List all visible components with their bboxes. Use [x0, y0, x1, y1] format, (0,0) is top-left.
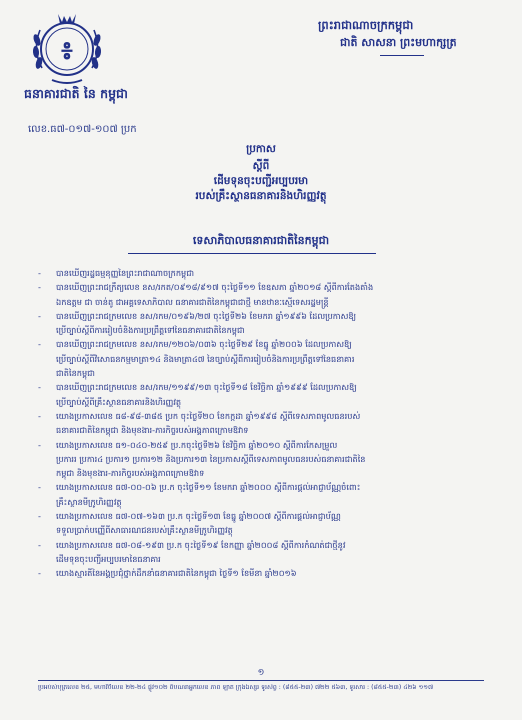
bullet-dash: -	[38, 382, 41, 393]
title-on: ស្តីពី	[252, 160, 270, 172]
document-type: ប្រកាស	[246, 143, 276, 155]
bank-emblem-icon	[28, 10, 106, 88]
bullet-dash: -	[38, 539, 41, 550]
list-item: - យោងស្មារតីនៃអង្គប្រជុំថ្នាក់ដឹកនាំធនាគារជាតិនៃកម្ពុជា ថ្ងៃទី១ ខែមីនា ឆ្នាំ២០១៦	[38, 566, 486, 580]
list-item: - យោងប្រកាសលេខ ធ៧-០៨-១៩៣ ប្រ.ក ចុះថ្ងៃទី១៩ ខែកញ្ញា ឆ្នាំ២០០៨ ស្តីពីការកំណត់ជាថ្មីនូវ ដើមទុនចុះបញ្ជីអប្បបរមានៃធនាគារ	[38, 539, 346, 564]
list-item: - បានឃើញរដ្ឋធម្មនុញ្ញនៃព្រះរាជាណាចក្រកម្ពុជា	[38, 266, 486, 280]
list-item: - យោងប្រកាសលេខ ធ៨-៩៨-៣៨៥ ប្រក ចុះថ្ងៃទី២០ ខែកក្កដា ឆ្នាំ១៩៩៨ ស្តីពីទេសភាពមូលធនរបស់ ធនាគារជាតិនៃកម្ពុជា និងមុខងារ-ភារកិច្ចរបស់អង្គភាពក្រោមឱវាទ	[38, 410, 361, 436]
subject-line-2: របស់គ្រឹះស្ថានធនាគារនិងហិរញ្ញវត្ថុ	[195, 190, 327, 202]
bullet-dash: -	[38, 310, 41, 321]
governor-title: ទេសាភិបាលធនាគារជាតិនៃកម្ពុជា	[192, 234, 330, 247]
list-item: - យោងប្រកាសលេខ ធ៧-០០-០៦ ប្រ.ក ចុះថ្ងៃទី១១ ខែមករា ឆ្នាំ២០០០ ស្តីពីការផ្តល់អាជ្ញាប័ណ្ណចំពោះ គ្រឹះស្ថានមីក្រូហិរញ្ញវត្ថុ	[38, 482, 361, 507]
footer-divider	[38, 680, 484, 681]
bank-logo	[22, 10, 112, 88]
national-motto: ជាតិ សាសនា ព្រះមហាក្សត្រ	[340, 36, 457, 49]
list-item: - បានឃើញព្រះរាជក្រមលេខ នស/រកម/១១៩៩/១៣ ចុះថ្ងៃទី១៨ ខែវិច្ឆិកា ឆ្នាំ១៩៩៩ ដែលប្រកាសឱ្យ ប្រើច្បាប់ស្តីពីគ្រឹះស្ថានធនាគារនិងហិរញ្ញវត្ថុ	[38, 382, 357, 407]
list-item: - បានឃើញព្រះរាជក្រមលេខ នស/រកម/០១៩៦/២៧ ចុះថ្ងៃទី២៦ ខែមករា ឆ្នាំ១៩៩៦ ដែលប្រកាសឱ្យ ប្រើច្បាប់ស្តីពីការរៀបចំនិងការប្រព្រឹត្តទៅនៃធនាគារជាតិនៃកម្ពុជា	[38, 310, 357, 336]
bullet-dash: -	[38, 268, 41, 278]
bullet-dash: -	[38, 568, 41, 579]
motto-divider	[380, 55, 424, 56]
bullet-dash: -	[38, 511, 41, 522]
page-number: ១	[257, 668, 265, 678]
bullet-dash: -	[38, 339, 41, 350]
references-list	[38, 266, 486, 581]
kingdom-heading: ព្រះរាជាណាចក្រកម្ពុជា	[318, 18, 414, 32]
subject-line-1: ដើមទុនចុះបញ្ជីអប្បបរមា	[213, 175, 309, 187]
bullet-dash: -	[38, 439, 41, 450]
svg-text:៖: ៖	[61, 36, 73, 66]
list-item: - យោងប្រកាសលេខ ធ៧-០៧-១៦៣ ប្រ.ក ចុះថ្ងៃទី១៣ ខែធ្នូ ឆ្នាំ២០០៧ ស្តីពីការផ្តល់អាជ្ញាប័ណ្ណ ទទួលប្រាក់បញ្ញើពីសាធារណជនរបស់គ្រឹះស្ថានមីក្រូហិរញ្ញវត្ថុ	[38, 511, 341, 536]
reference-number: លេខ.ធ៧-០១៧-១០៧ ប្រក	[28, 124, 137, 135]
list-item: - បានឃើញព្រះរាជក្រឹត្យលេខ នស/រកត/០៩១៨/៩១៧ ចុះថ្ងៃទី១១ ខែឧសភា ឆ្នាំ២០១៨ ស្តីពីការតែងតាំង ឯកឧត្តម ជា ចាន់តូ ជាអគ្គទេសាភិបាល ធនាគារជាតិនៃកម្ពុជាជាថ្មី មានឋានៈស្មើទេសរដ្ឋមន្ត្រី	[38, 282, 374, 307]
list-item: - យោងប្រកាសលេខ ធ១-០៤០-២៥៩ ប្រ.កចុះថ្ងៃទី២៦ ខែវិច្ឆិកា ឆ្នាំ២០១០ ស្តីពីការកែសម្រួល ប្រការរ ប្រការ៤ ប្រការ១ ប្រការ១២ និងប្រការ១៣ នៃប្រកាសស្តីពីទេសភាពមូលធនរបស់ធនាគារជាតិនៃ កម្ពុជា និងមុខងារ-ភារកិច្ចរបស់អង្គភាពក្រោមឱវាទ	[38, 439, 366, 479]
footer-address: ប្រអប់សំបុត្រលេខ ២៥, មហាវិថីលេខ ២២-២៤ ផ្លូវ១០២ ពិបណរាអ្នកលេខ ភាព ឡាត ក្រុងឯស្សរ ទូរស័ព្ទ : (៨៥៥-២៣) ៧២២ ៥៦៣, ទូរសារ : (៨៥៥-២៣) ៤២៦ ១១៧	[38, 684, 434, 691]
bullet-dash: -	[38, 482, 41, 493]
bullet-dash: -	[38, 282, 41, 293]
governor-divider	[128, 253, 376, 254]
list-item: - បានឃើញព្រះរាជក្រមលេខ នស/រកម/១២០៦/០៣៦ ចុះថ្ងៃទី២៩ ខែធ្នូ ឆ្នាំ២០០៦ ដែលប្រកាសឱ្យ ប្រើច្បាប់ស្តីពីវិសោធនកម្មមាត្រា១៤ និងមាត្រា៤៧ នៃច្បាប់ស្តីពីការរៀបចំនិងការប្រព្រឹត្តទៅនៃធនាគារ ជាតិនៃកម្ពុជា	[38, 339, 355, 379]
bullet-dash: -	[38, 410, 41, 421]
bank-name: ធនាគារជាតិ នៃ កម្ពុជា	[24, 86, 128, 101]
